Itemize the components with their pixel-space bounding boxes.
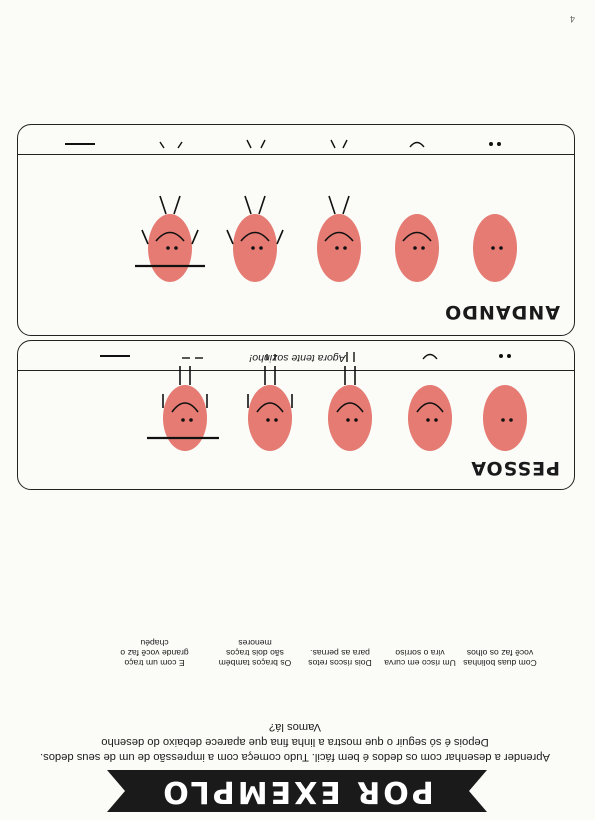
intro-line-3: Vamos lá? — [268, 721, 322, 733]
page-number: 4 — [569, 14, 575, 24]
pessoa-step-5 — [147, 366, 219, 451]
andando-step-3 — [317, 196, 361, 282]
andando-drawings — [19, 126, 575, 336]
intro-line-2: Depois é só seguir o que mostra a linha fina que aparece debaixo do desenho — [101, 736, 489, 748]
andando-step-2 — [395, 214, 439, 282]
pessoa-title: PESSOA — [470, 457, 560, 479]
intro-text — [15, 719, 575, 764]
intro-line-1: Aprender a desenhar com os dedos é bem fácil. Tudo começa com a impressão de um de seus dedos. — [40, 751, 550, 763]
andando-step-symbols — [19, 132, 575, 156]
pessoa-step-1 — [483, 385, 527, 451]
andando-step-5 — [135, 196, 205, 282]
pessoa-caption-5: E com um traço grande você faz o chapéu — [120, 638, 189, 668]
pessoa-caption-3: Dois riscos retos para as pernas. — [308, 648, 372, 668]
pessoa-step-2 — [408, 385, 452, 451]
pessoa-step-3 — [328, 366, 372, 451]
pessoa-caption-4: Os braços também são dois traços menores — [218, 638, 292, 668]
banner-title: POR EXEMPLO — [160, 774, 434, 809]
pessoa-caption-1: Com duas bolinhas você faz os olhos — [463, 648, 537, 668]
pessoa-drawings — [15, 340, 575, 590]
andando-title: ANDANDO — [444, 301, 560, 323]
pessoa-caption-2: Um risco em curva vira o sorriso — [384, 648, 456, 668]
title-banner — [107, 770, 487, 812]
andando-step-4 — [227, 196, 283, 282]
andando-step-1 — [473, 214, 517, 282]
try-alone-text: Agora tente sozinho! — [249, 352, 346, 364]
pessoa-step-4 — [248, 366, 292, 451]
